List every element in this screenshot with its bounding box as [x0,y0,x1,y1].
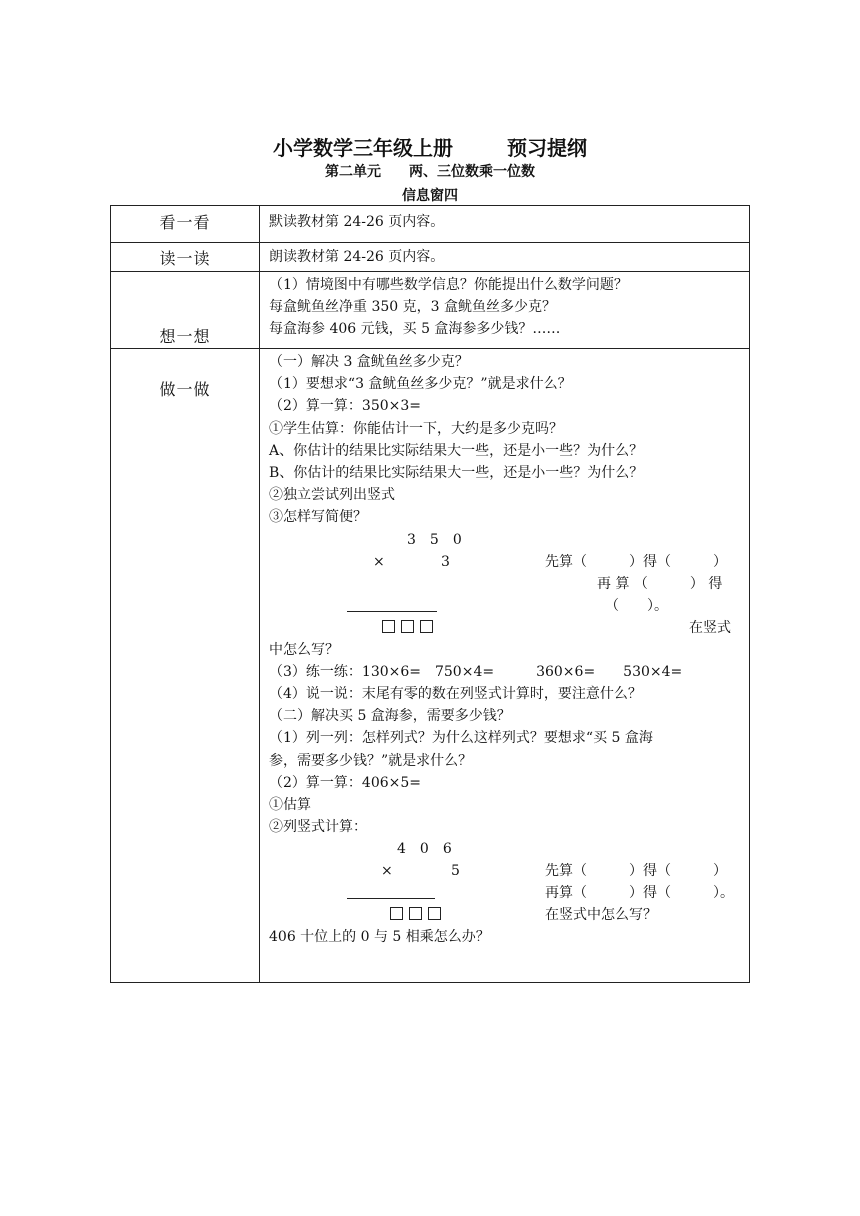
do-line: （1）列一列：怎样列式？为什么这样列式？要想求“买 5 盒海 [269,730,653,747]
calc1-ask-start: 在竖式 [689,619,731,636]
answer-box [428,907,441,920]
calc1-result-rule [347,611,437,612]
calc2-multiplier: 5 [451,863,460,880]
do-line: （二）解决买 5 盒海参，需要多少钱？ [269,708,511,725]
section-heading: 信息窗四 [402,188,458,204]
row-do [111,349,750,983]
title-right: 预习提纲 [507,136,587,160]
calc1-first-step: 先算（ ）得（ ） [545,553,727,570]
unit-topic: 两、三位数乘一位数 [409,164,535,180]
do-line: ③怎样写简便？ [269,509,367,526]
think-line: （1）情境图中有哪些数学信息？你能提出什么数学问题？ [269,277,628,293]
calc1-ask-end: 中怎么写？ [269,641,339,658]
calc2-times-sign: × [381,863,393,880]
row-read [111,243,750,272]
answer-box [382,620,395,633]
do-line: ①估算 [269,797,311,814]
unit-heading [0,161,860,181]
vertical-calc-2 [269,838,741,926]
do-line: （1）要想求“3 盒鱿鱼丝多少克？”就是求什么？ [269,376,572,393]
row-label-look: 看一看 [111,206,260,243]
do-line: （4）说一说：末尾有零的数在列竖式计算时，要注意什么？ [269,686,642,703]
title-main: 小学数学三年级上册 [273,136,453,160]
answer-box [401,620,414,633]
row-label-do: 做一做 [111,349,260,983]
do-line: ②列竖式计算： [269,819,367,836]
answer-box [390,907,403,920]
do-line: ②独立尝试列出竖式 [269,487,395,504]
calc1-second-step: 再 算 （ ） 得 [597,575,723,592]
row-look [111,206,750,243]
row-label-read: 读一读 [111,243,260,272]
do-line: ①学生估算：你能估计一下，大约是多少克吗？ [269,420,563,437]
calc1-answer-boxes [379,617,436,639]
do-line: （2）算一算：350×3= [269,398,421,415]
calc2-result-rule [347,898,435,899]
calc1-times-sign: × [373,553,385,570]
vertical-calc-1 [269,529,741,639]
calc2-top-digits: 4 0 6 [397,841,452,858]
row-label-think: 想一想 [111,272,260,349]
do-line: A、你估计的结果比实际结果大一些，还是小一些？为什么？ [269,442,644,459]
calc1-second-step-end: （ ）。 [605,597,668,614]
calc2-answer-boxes [387,904,444,926]
calc1-top-digits: 3 5 0 [407,531,462,548]
calc1-multiplier: 3 [441,553,450,570]
think-line: 每盒鱿鱼丝净重 350 克，3 盒鱿鱼丝多少克？ [269,299,556,316]
do-line: （2）算一算：406×5= [269,774,421,791]
answer-box [409,907,422,920]
row-text-look: 默读教材第 24-26 页内容。 [260,206,750,243]
row-text-read: 朗读教材第 24-26 页内容。 [260,243,750,272]
do-line: （3）练一练：130×6= 750×4= 360×6= 530×4= [269,663,683,680]
row-body-do [260,349,750,983]
row-think [111,272,750,349]
answer-box [420,620,433,633]
do-final-line: 406 十位上的 0 与 5 相乘怎么办？ [269,929,490,946]
calc2-ask: 在竖式中怎么写？ [545,907,657,924]
think-line: 每盒海参 406 元钱，买 5 盒海参多少钱？…… [269,321,561,338]
calc2-second-step: 再算（ ）得（ ）。 [545,885,734,902]
calc2-first-step: 先算（ ）得（ ） [545,863,727,880]
unit-label: 第二单元 [325,164,381,180]
do-line: 参，需要多少钱？”就是求什么？ [269,752,473,769]
row-body-think [260,272,750,349]
do-line: B、你估计的结果比实际结果大一些，还是小一些？为什么？ [269,465,644,482]
outline-table [110,205,750,983]
page-title [0,132,860,161]
do-line: （一）解决 3 盒鱿鱼丝多少克？ [269,354,469,370]
